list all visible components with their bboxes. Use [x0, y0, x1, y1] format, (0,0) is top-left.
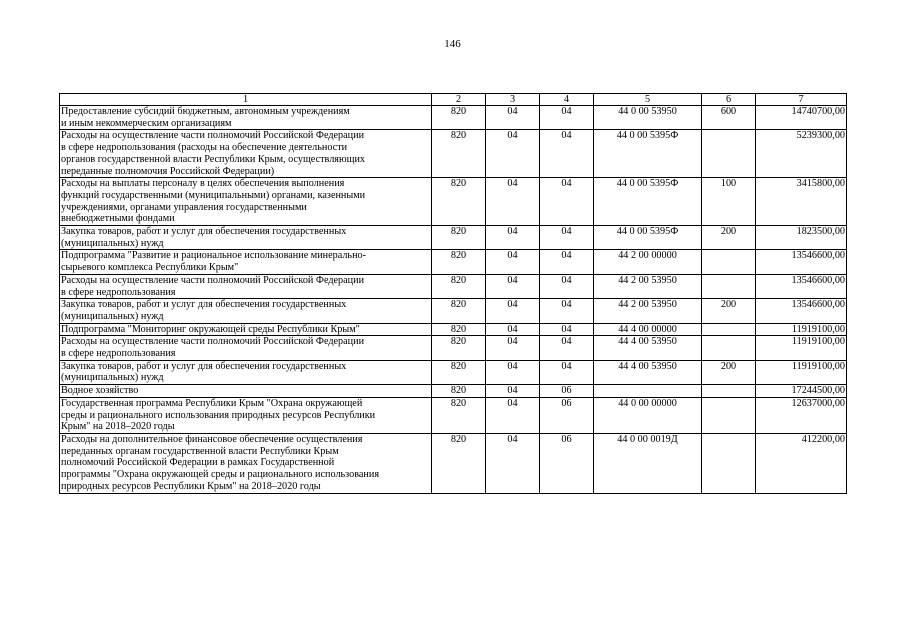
expense-type-cell	[702, 130, 756, 178]
row-name-line: внебюджетными фондами	[61, 213, 175, 225]
column-header-expense-type: 6	[702, 94, 756, 106]
section-code-cell: 04	[486, 336, 540, 360]
table-row	[60, 397, 847, 433]
row-name-line: органов государственной власти Республики Крым, осуществляющих	[61, 153, 365, 165]
amount-cell: 17244500,00	[756, 385, 847, 398]
row-name-cell	[60, 130, 432, 178]
row-name-line: Закупка товаров, работ и услуг для обеспечения государственных	[61, 360, 347, 372]
row-name-line: Крым" на 2018–2020 годы	[61, 421, 175, 433]
section-code-cell: 04	[486, 178, 540, 226]
row-name-line: в сфере недропользования	[61, 286, 176, 298]
subsection-code-cell: 04	[540, 323, 594, 336]
subsection-code-cell: 04	[540, 360, 594, 384]
row-name-cell	[60, 336, 432, 360]
row-name-line: сырьевого комплекса Республики Крым"	[61, 262, 239, 274]
amount-cell: 1823500,00	[756, 226, 847, 250]
row-name-line: Расходы на осуществление части полномочий Российской Федерации	[61, 274, 365, 286]
section-code-cell: 04	[486, 274, 540, 298]
table-row	[60, 323, 847, 336]
ministry-code-cell: 820	[432, 385, 486, 398]
row-name-line: Подпрограмма "Мониторинг окружающей среды Республики Крым"	[61, 323, 360, 335]
expense-type-cell: 200	[702, 226, 756, 250]
row-name-line: учреждениями, органами управления государственными	[61, 201, 307, 213]
column-header-name: 1	[60, 94, 432, 106]
row-name-line: полномочий Российской Федерации в рамках Государственной	[61, 457, 335, 469]
subsection-code-cell: 04	[540, 250, 594, 274]
ministry-code-cell: 820	[432, 106, 486, 130]
row-name-line: Предоставление субсидий бюджетным, автономным учреждениям	[61, 106, 350, 117]
section-code-cell: 04	[486, 360, 540, 384]
row-name-line: программы "Охрана окружающей среды и рационального использования	[61, 469, 380, 481]
amount-cell: 412200,00	[756, 433, 847, 493]
ministry-code-cell: 820	[432, 250, 486, 274]
target-article-cell: 44 4 00 00000	[594, 323, 702, 336]
target-article-cell: 44 0 00 5395Ф	[594, 130, 702, 178]
column-header-section: 3	[486, 94, 540, 106]
row-name-line: (муниципальных) нужд	[61, 310, 164, 322]
amount-cell: 13546600,00	[756, 274, 847, 298]
row-name-cell	[60, 433, 432, 493]
ministry-code-cell: 820	[432, 130, 486, 178]
row-name-line: Водное хозяйство	[61, 385, 139, 397]
section-code-cell: 04	[486, 433, 540, 493]
table-row	[60, 130, 847, 178]
row-name-cell	[60, 385, 432, 398]
row-name-line: переданных органам государственной власти Республики Крым	[61, 445, 339, 457]
row-name-line: в сфере недропользования (расходы на обеспечение деятельности	[61, 142, 348, 154]
expense-type-cell	[702, 336, 756, 360]
row-name-line: Подпрограмма "Развитие и рациональное использование минерально-	[61, 250, 367, 262]
section-code-cell: 04	[486, 397, 540, 433]
amount-cell: 11919100,00	[756, 336, 847, 360]
column-header-target-article: 5	[594, 94, 702, 106]
row-name-line: переданные полномочия Российской Федерации)	[61, 165, 275, 177]
target-article-cell: 44 0 00 53950	[594, 106, 702, 130]
row-name-line: Расходы на дополнительное финансовое обеспечение осуществления	[61, 433, 363, 445]
subsection-code-cell: 04	[540, 274, 594, 298]
ministry-code-cell: 820	[432, 336, 486, 360]
target-article-cell: 44 2 00 53950	[594, 274, 702, 298]
row-name-line: Расходы на выплаты персоналу в целях обеспечения выполнения	[61, 178, 345, 190]
row-name-cell	[60, 226, 432, 250]
expense-type-cell	[702, 274, 756, 298]
amount-cell: 3415800,00	[756, 178, 847, 226]
amount-cell: 11919100,00	[756, 360, 847, 384]
page-number: 146	[444, 38, 461, 50]
expense-type-cell	[702, 250, 756, 274]
row-name-cell	[60, 360, 432, 384]
budget-table	[59, 93, 847, 494]
table-row	[60, 299, 847, 323]
subsection-code-cell: 04	[540, 336, 594, 360]
table-row	[60, 178, 847, 226]
row-name-line: (муниципальных) нужд	[61, 372, 164, 384]
expense-type-cell	[702, 323, 756, 336]
target-article-cell: 44 4 00 53950	[594, 360, 702, 384]
target-article-cell: 44 0 00 5395Ф	[594, 178, 702, 226]
expense-type-cell: 100	[702, 178, 756, 226]
table-row	[60, 433, 847, 493]
section-code-cell: 04	[486, 226, 540, 250]
table-row	[60, 336, 847, 360]
subsection-code-cell: 04	[540, 130, 594, 178]
row-name-line: Закупка товаров, работ и услуг для обеспечения государственных	[61, 226, 347, 238]
amount-cell: 12637000,00	[756, 397, 847, 433]
subsection-code-cell: 06	[540, 397, 594, 433]
section-code-cell: 04	[486, 385, 540, 398]
section-code-cell: 04	[486, 106, 540, 130]
subsection-code-cell: 04	[540, 106, 594, 130]
ministry-code-cell: 820	[432, 323, 486, 336]
target-article-cell: 44 0 00 5395Ф	[594, 226, 702, 250]
row-name-cell	[60, 106, 432, 130]
subsection-code-cell: 04	[540, 299, 594, 323]
amount-cell: 13546600,00	[756, 250, 847, 274]
row-name-cell	[60, 250, 432, 274]
row-name-cell	[60, 299, 432, 323]
target-article-cell: 44 2 00 53950	[594, 299, 702, 323]
amount-cell: 11919100,00	[756, 323, 847, 336]
row-name-line: в сфере недропользования	[61, 348, 176, 360]
row-name-line: функций государственными (муниципальными) органами, казенными	[61, 189, 366, 201]
table-row	[60, 250, 847, 274]
section-code-cell: 04	[486, 250, 540, 274]
row-name-cell	[60, 178, 432, 226]
subsection-code-cell: 04	[540, 178, 594, 226]
column-header-subsection: 4	[540, 94, 594, 106]
row-name-line: Расходы на осуществление части полномочий Российской Федерации	[61, 336, 365, 348]
amount-cell: 5239300,00	[756, 130, 847, 178]
row-name-line: и иным некоммерческим организациям	[61, 117, 232, 129]
subsection-code-cell: 04	[540, 226, 594, 250]
table-row	[60, 360, 847, 384]
target-article-cell: 44 4 00 53950	[594, 336, 702, 360]
subsection-code-cell: 06	[540, 385, 594, 398]
ministry-code-cell: 820	[432, 274, 486, 298]
row-name-line: Государственная программа Республики Крым "Охрана окружающей	[61, 397, 363, 409]
expense-type-cell: 600	[702, 106, 756, 130]
ministry-code-cell: 820	[432, 226, 486, 250]
ministry-code-cell: 820	[432, 433, 486, 493]
table-row	[60, 226, 847, 250]
target-article-cell: 44 2 00 00000	[594, 250, 702, 274]
row-name-line: природных ресурсов Республики Крым" на 2018–2020 годы	[61, 480, 321, 492]
row-name-cell	[60, 397, 432, 433]
target-article-cell: 44 0 00 00000	[594, 397, 702, 433]
column-header-ministry: 2	[432, 94, 486, 106]
column-header-amount: 7	[756, 94, 847, 106]
row-name-cell	[60, 274, 432, 298]
subsection-code-cell: 06	[540, 433, 594, 493]
table-header	[60, 94, 847, 106]
section-code-cell: 04	[486, 323, 540, 336]
expense-type-cell	[702, 385, 756, 398]
row-name-line: Закупка товаров, работ и услуг для обеспечения государственных	[61, 299, 347, 311]
expense-type-cell	[702, 397, 756, 433]
table-body	[60, 106, 847, 494]
ministry-code-cell: 820	[432, 397, 486, 433]
target-article-cell	[594, 385, 702, 398]
row-name-cell	[60, 323, 432, 336]
row-name-line: (муниципальных) нужд	[61, 237, 164, 249]
row-name-line: Расходы на осуществление части полномочий Российской Федерации	[61, 130, 365, 142]
section-code-cell: 04	[486, 299, 540, 323]
target-article-cell: 44 0 00 0019Д	[594, 433, 702, 493]
ministry-code-cell: 820	[432, 360, 486, 384]
expense-type-cell	[702, 433, 756, 493]
ministry-code-cell: 820	[432, 299, 486, 323]
table-row	[60, 274, 847, 298]
section-code-cell: 04	[486, 130, 540, 178]
header-row	[60, 94, 847, 106]
row-name-line: среды и рационального использования природных ресурсов Республики	[61, 409, 376, 421]
ministry-code-cell: 820	[432, 178, 486, 226]
table-row	[60, 385, 847, 398]
amount-cell: 13546600,00	[756, 299, 847, 323]
expense-type-cell: 200	[702, 360, 756, 384]
amount-cell: 14740700,00	[756, 106, 847, 130]
table-row	[60, 106, 847, 130]
expense-type-cell: 200	[702, 299, 756, 323]
